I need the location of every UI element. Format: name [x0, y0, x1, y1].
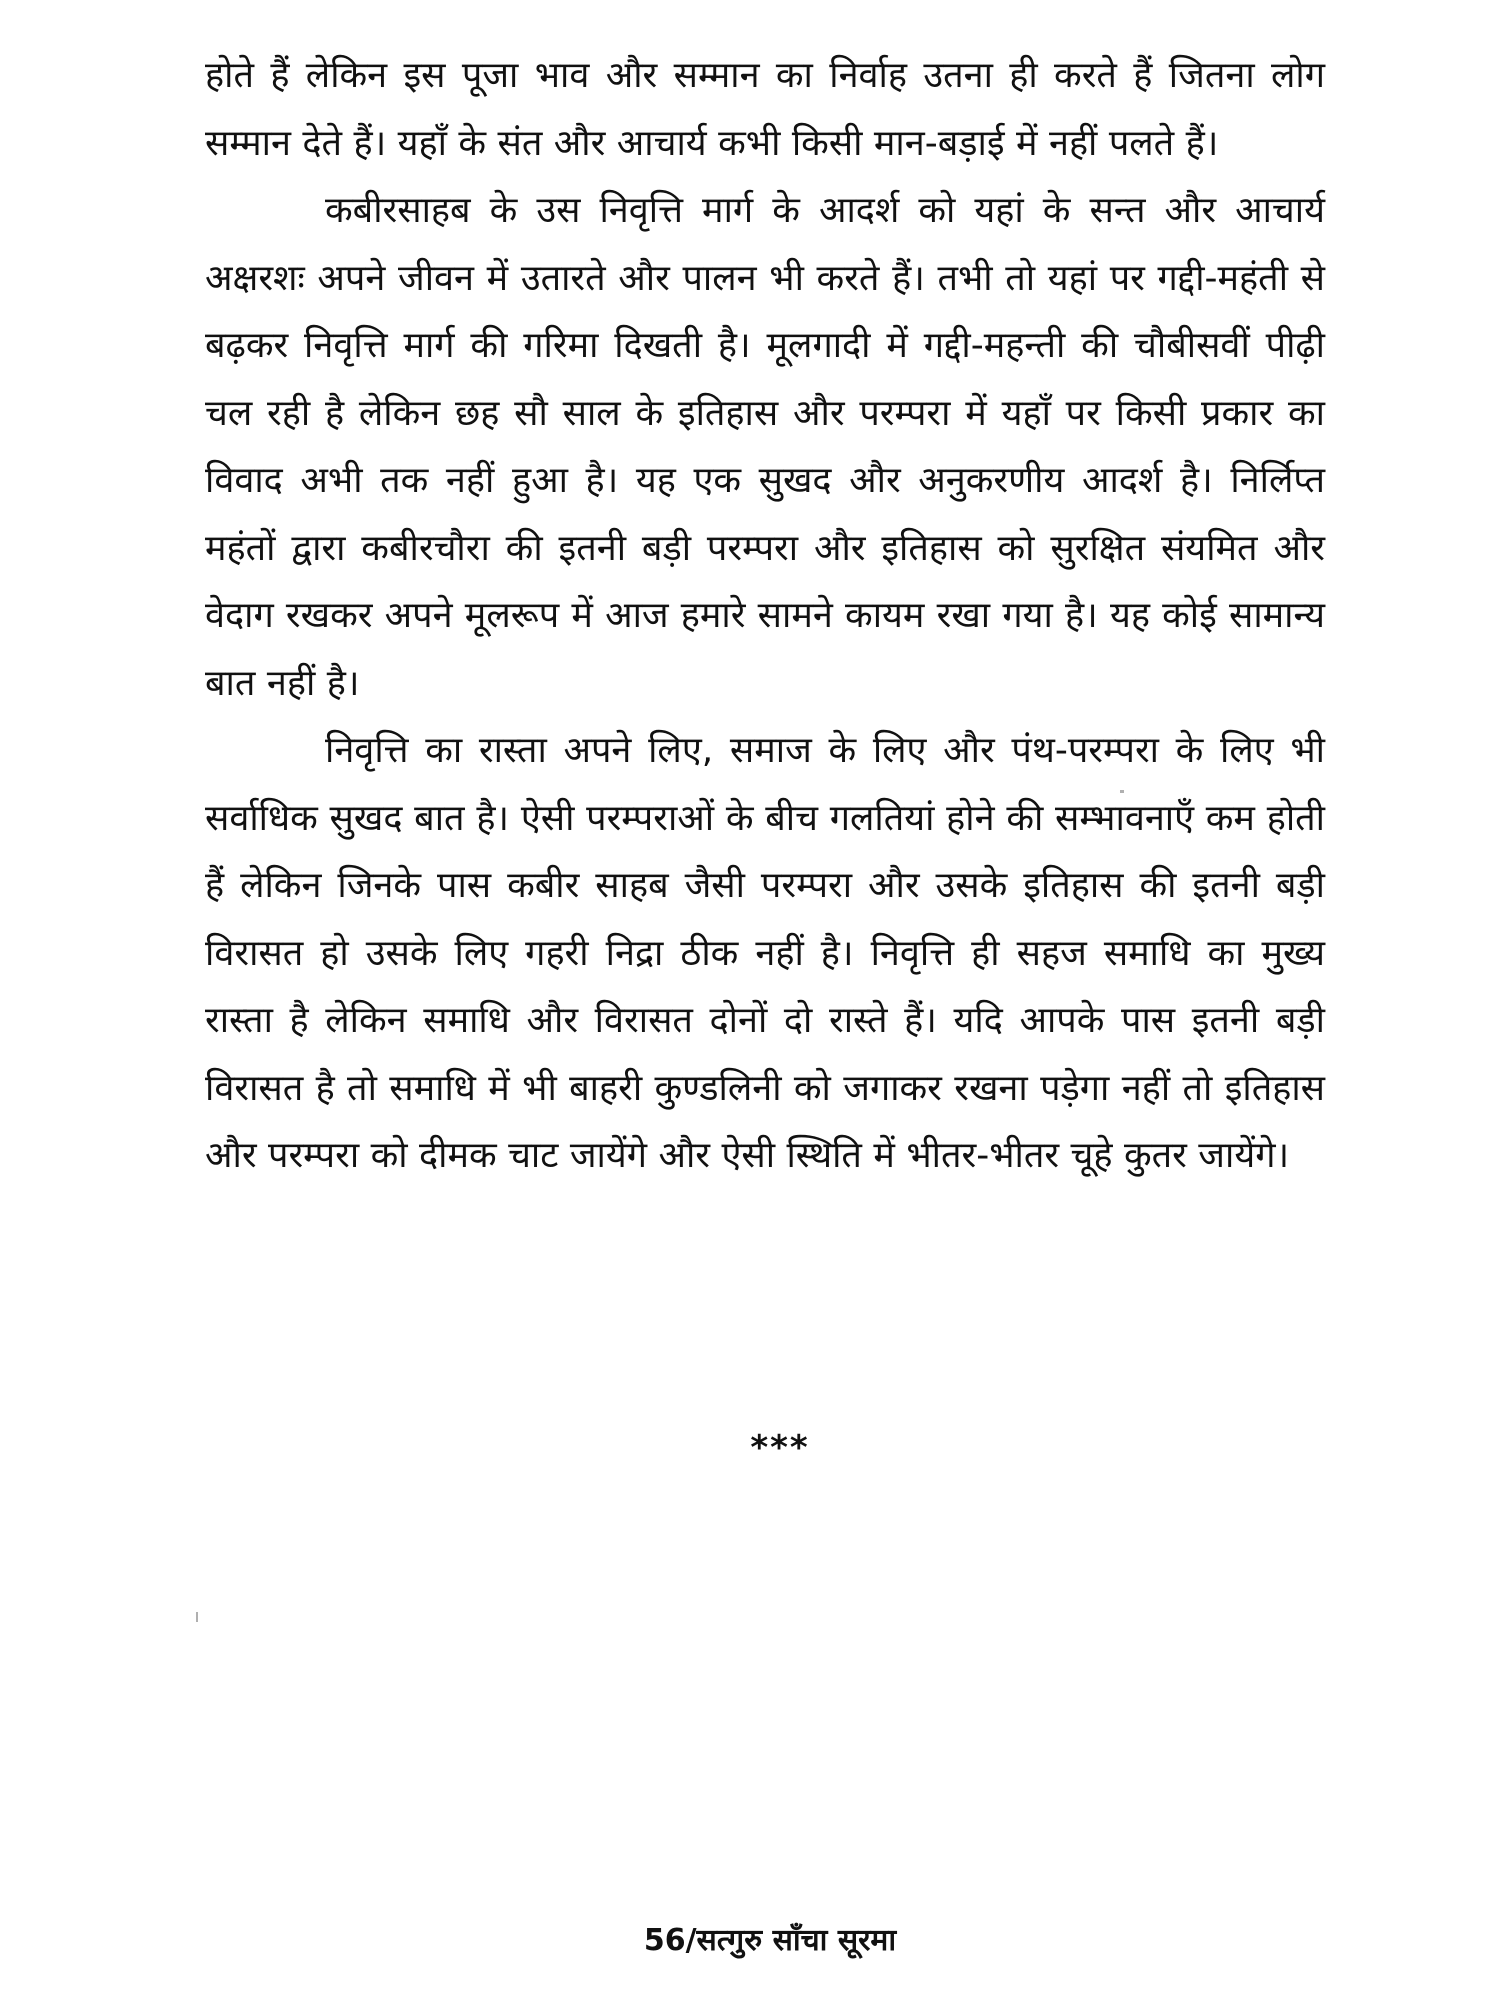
- paragraph-kabir-nivritti: कबीरसाहब के उस निवृत्ति मार्ग के आदर्श को यहां के सन्त और आचार्य अक्षरशः अपने जीवन में उतारते और पालन भी करते हैं। तभी तो यहां पर गद्दी-महंती से बढ़कर निवृत्ति मार्ग की गरिमा दिखती है। मूलगादी में गद्दी-महन्ती की चौबीसवीं पीढ़ी चल रही है लेकिन छह सौ साल के इतिहास और परम्परा में यहाँ पर किसी प्रकार का विवाद अभी तक नहीं हुआ है। यह एक सुखद और अनुकरणीय आदर्श है। निर्लिप्त महंतों द्वारा कबीरचौरा की इतनी बड़ी परम्परा और इतिहास को सुरक्षित संयमित और वेदाग रखकर अपने मूलरूप में आज हमारे सामने कायम रखा गया है। यह कोई सामान्य बात नहीं है।: [205, 190, 1325, 704]
- section-separator: ***: [750, 1428, 810, 1468]
- paragraph-nivritti-path: निवृत्ति का रास्ता अपने लिए, समाज के लिए और पंथ-परम्परा के लिए भी सर्वाधिक सुखद बात है। ऐसी परम्पराओं के बीच गलतियां होने की सम्भावनाएँ कम होती हैं लेकिन जिनके पास कबीर साहब जैसी परम्परा और उसके इतिहास की इतनी बड़ी विरासत हो उसके लिए गहरी निद्रा ठीक नहीं है। निवृत्ति ही सहज समाधि का मुख्य रास्ता है लेकिन समाधि और विरासत दोनों दो रास्ते हैं। यदि आपके पास इतनी बड़ी विरासत है तो समाधि में भी बाहरी कुण्डलिनी को जगाकर रखना पड़ेगा नहीं तो इतिहास और परम्परा को दीमक चाट जायेंगे और ऐसी स्थिति में भीतर-भीतर चूहे कुतर जायेंगे।: [205, 730, 1325, 1176]
- scan-mark: [196, 1612, 198, 1622]
- paragraph-continuation: होते हैं लेकिन इस पूजा भाव और सम्मान का निर्वाह उतना ही करते हैं जितना लोग सम्मान देते हैं। यहाँ के संत और आचार्य कभी किसी मान-बड़ाई में नहीं पलते हैं।: [205, 55, 1325, 164]
- scan-speck: [1120, 790, 1124, 793]
- page-footer: 56/सत्गुरु साँचा सूरमा: [643, 1923, 897, 1958]
- body-text: [205, 42, 1325, 1190]
